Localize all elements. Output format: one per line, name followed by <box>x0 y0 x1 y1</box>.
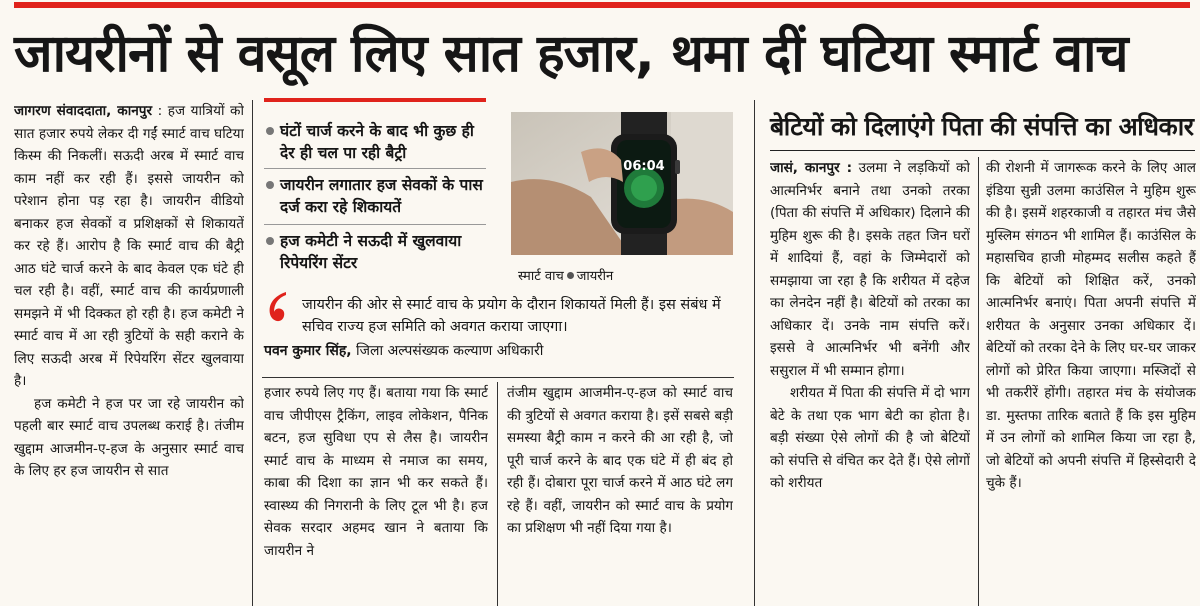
quote-text: जायरीन की ओर से स्मार्ट वाच के प्रयोग के दौरान शिकायतें मिली हैं। इस संबंध में सचिव राज्य हज समिति को अवगत कराया जाएगा। <box>302 297 721 335</box>
story1-byline: जागरण संवाददाता, कानपुर <box>14 103 153 119</box>
story2-paragraph-1: जासं, कानपुर : उलमा ने लड़कियों को आत्मनिर्भर बनाने तथा उनको तरका (पिता की संपत्ति में अधिकार) दिलाने की मुहिम शुरू की है। इसके तहत जिन घरों में शादियां हैं, वहां के जिम्मेदारों को समझाया जा रहा है कि शरीयत में दहेज का लेनदेन नहीं है। बेटियों को तरका का अधिकार दें। उनके नाम संपत्ति करें। इससे वे आत्मनिर्भर भी बनेंगी और ससुराल में भी सम्मान होगा। <box>770 160 970 379</box>
bullet-icon <box>266 237 274 245</box>
story2-headline: बेटियों को दिलाएंगे पिता की संपत्ति का अधिकार <box>770 112 1194 141</box>
quote-designation: जिला अल्पसंख्यक कल्याण अधिकारी <box>356 343 544 359</box>
highlights-top-rule <box>264 98 486 102</box>
story1-paragraph-2: हज कमेटी ने हज पर जा रहे जायरीन को पहली बार स्मार्ट वाच उपलब्ध कराई है। तंजीम खुद्दाम आजमीन-ए-हज के अनुसार स्मार्ट वाच के लिए हर हज जायरीन से सात <box>14 395 244 479</box>
story1-column-3: तंजीम खुद्दाम आजमीन-ए-हज को स्मार्ट वाच की त्रुटियों से अवगत कराया है। इसें सबसे बड़ी समस्या बैट्री काम न करने की आ रही है, जो पूरी चार्ज करने के बाद एक घंटे में ही बंद हो रही हैं। दोबारा पूरा चार्ज करने में आठ घंटे लग रहे हैं। वहीं, जायरीन को स्मार्ट वाच के प्रयोग का प्रशिक्षण भी नहीं दिया गया है। <box>507 385 733 536</box>
story-divider <box>754 100 755 606</box>
section-divider <box>262 377 734 378</box>
headline: जायरीनों से वसूल लिए सात हजार, थमा दीं घटिया स्मार्ट वाच <box>14 24 1128 84</box>
story2-title-rule <box>770 150 1195 151</box>
story1-column-2: हजार रुपये लिए गए हैं। बताया गया कि स्मार्ट वाच जीपीएस ट्रैकिंग, लाइव लोकेशन, पैनिक बटन, हज सुविधा एप से लैस है। जायरीन स्मार्ट वाच के माध्यम से नमाज का समय, काबा की दिशा का ज्ञान भी कर सकते हैं। स्वास्थ्य की निगरानी के लिए टूल भी है। हज सेवक सरदार अहमद खान ने बताया कि जायरीन ने <box>264 385 488 559</box>
caption-left: स्मार्ट वाच <box>518 269 564 284</box>
highlight-divider <box>264 168 486 169</box>
photo-caption <box>518 268 613 286</box>
highlight-item: हज कमेटी ने सऊदी में खुलवाया रिपेयरिंग सेंटर <box>264 230 486 274</box>
story1-text: हज यात्रियों को सात हजार रुपये लेकर दी गईं स्मार्ट वाच घटिया किस्म की निकलीं। सऊदी अरब में स्मार्ट वाच काम नहीं कर रही हैं। इससे जायरीन को परेशान होना पड़ रहा है। जायरीन वीडियो बनाकर हज सेवकों व प्रशिक्षकों से शिकायतें कर रहे हैं। आरोप है कि स्मार्ट वाच की बैट्री आठ घंटे चार्ज करने के बाद केवल एक घंटे ही चल रही है। वहीं, स्मार्ट वाच की कार्यप्रणाली समझने में भी दिक्कत हो रही है। हज कमेटी ने स्मार्ट वाच में आ रही त्रुटियों के सही कराने के लिए सऊदी अरब में रिपेयरिंग सेंटर खुलवाया है। <box>14 103 244 389</box>
quote-name: पवन कुमार सिंह, <box>264 343 352 359</box>
caption-dot-icon <box>567 272 574 279</box>
quote-mark-icon <box>264 290 288 324</box>
bullet-icon <box>266 127 274 135</box>
watch-time: 06:04 <box>623 159 665 174</box>
column-divider <box>252 100 253 606</box>
story2-column-1 <box>770 157 970 606</box>
quote-attribution <box>264 340 543 362</box>
highlight-divider <box>264 224 486 225</box>
story1-paragraph-1: जागरण संवाददाता, कानपुर : हज यात्रियों को सात हजार रुपये लेकर दी गईं स्मार्ट वाच घटिया किस्म की निकलीं। सऊदी अरब में स्मार्ट वाच काम नहीं कर रही हैं। इससे जायरीन को परेशान होना पड़ रहा है। जायरीन वीडियो बनाकर हज सेवकों व प्रशिक्षकों से शिकायतें कर रहे हैं। आरोप है कि स्मार्ट वाच की बैट्री आठ घंटे चार्ज करने के बाद केवल एक घंटे ही चल रही है। वहीं, स्मार्ट वाच की कार्यप्रणाली समझने में भी दिक्कत हो रही है। हज कमेटी ने स्मार्ट वाच में आ रही त्रुटियों के सही कराने के लिए सऊदी अरब में रिपेयरिंग सेंटर खुलवाया है। <box>14 103 244 389</box>
bullet-icon <box>266 181 274 189</box>
highlights-box <box>264 98 486 281</box>
story1-column-1 <box>14 100 244 606</box>
column-divider <box>497 382 498 606</box>
smartwatch-photo <box>511 112 733 255</box>
smartwatch-photo-illustration <box>511 112 733 255</box>
story2-byline: जासं, कानपुर : <box>770 160 853 176</box>
header-rule <box>14 2 1190 8</box>
highlight-item: घंटों चार्ज करने के बाद भी कुछ ही देर ही चल पा रही बैट्री <box>264 120 486 164</box>
quote-box <box>262 290 734 370</box>
highlight-item: जायरीन लगातार हज सेवकों के पास दर्ज करा रहे शिकायतें <box>264 174 486 218</box>
caption-right: जायरीन <box>576 269 614 284</box>
story2-paragraph-2: शरीयत में पिता की संपत्ति में दो भाग बेटे के तथा एक भाग बेटी का होता है। बड़ी संख्या ऐसे लोगों की है जो बेटियों को संपत्ति से वंचित कर देते हैं। ऐसे लोगों को शरीयत <box>770 385 970 491</box>
story2-column-2: की रोशनी में जागरूक करने के लिए आल इंडिया सुन्नी उलमा काउंसिल ने मुहिम शुरू की है। इसमें शहरकाजी व तहारत मंच जैसे मुस्लिम संगठन भी शामिल हैं। काउंसिल के महासचिव हाजी मोहम्मद सलीस कहते हैं कि बेटियों को शिक्षित करें, उनको आत्मनिर्भर बनाएं। पिता अपनी संपत्ति में शरीयत के अनुसार उनका अधिकार दें। बेटियों को तरका देने के लिए घर-घर जाकर लोगों को प्रेरित किया जाएगा। मस्जिदों से भी तकरीरें होंगी। तहारत मंच के संयोजक डा. मुस्तफा तारिक बताते हैं कि इस मुहिम में उन लोगों को शामिल किया जा रहा है, जो बेटियों को अपनी संपत्ति में हिस्सेदारी दे चुके हैं। <box>986 160 1196 491</box>
column-divider <box>978 157 979 606</box>
